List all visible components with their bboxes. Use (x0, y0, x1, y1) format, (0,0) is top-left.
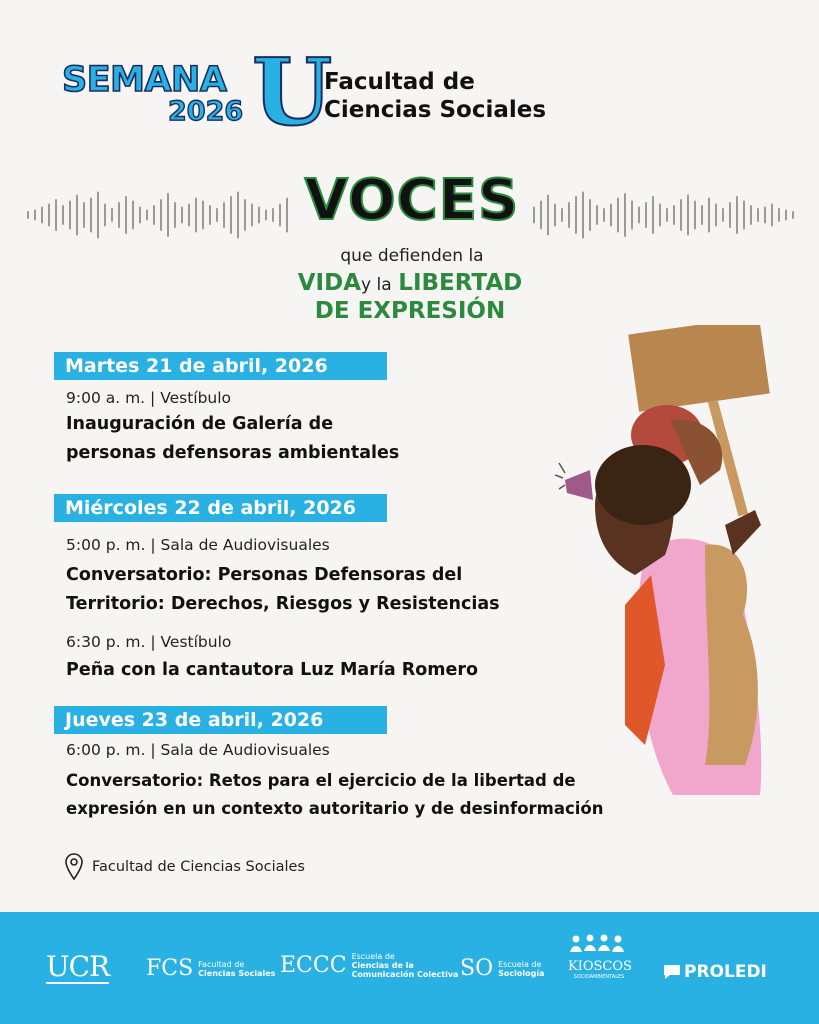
kioscos-sub-text: SOCIOAMBIENTALES (573, 974, 625, 980)
title-voces: VOCES (304, 168, 520, 233)
day-header-thursday: Jueves 23 de abril, 2026 (54, 706, 387, 734)
event-title (66, 561, 500, 619)
title-de-expresion: DE EXPRESIÓN (314, 298, 506, 324)
faculty-line-1: Facultad de (324, 69, 475, 95)
eccc-logo (280, 952, 458, 979)
day-header-wednesday: Miércoles 22 de abril, 2026 (54, 494, 387, 522)
semana-logo-text: SEMANA (62, 60, 227, 100)
so-sub-line: Escuela de (498, 959, 542, 969)
event-header (62, 38, 582, 146)
faculty-name (324, 68, 546, 124)
event-title-line: personas defensoras ambientales (66, 443, 400, 463)
event-time: 9:00 a. m. | Vestíbulo (66, 389, 232, 407)
event-time: 6:00 p. m. | Sala de Audiovisuales (66, 741, 330, 759)
ucr-logo: UCR (46, 950, 110, 983)
fcs-logo (146, 956, 275, 981)
so-abbr: SO (460, 956, 494, 981)
so-sub (498, 960, 544, 978)
event-title-line: Peña con la cantautora Luz María Romero (66, 660, 478, 680)
kioscos-logo (568, 934, 630, 980)
eccc-abbr: ECCC (280, 953, 347, 978)
event-title-line: Inauguración de Galería de (66, 414, 334, 434)
event-title (66, 767, 604, 823)
kioscos-people-icon (568, 934, 630, 956)
fcs-abbr: FCS (146, 956, 194, 981)
semana-u-letter: U (252, 38, 333, 146)
so-sub-line: Sociología (498, 968, 545, 978)
protest-people-illustration (555, 325, 795, 810)
eccc-sub (352, 952, 459, 979)
footer-logos (0, 912, 819, 1024)
eccc-sub-line: Comunicación Colectiva (351, 970, 459, 979)
event-time: 6:30 p. m. | Vestíbulo (66, 633, 232, 651)
eccc-sub-line: Ciencias de la (351, 961, 414, 970)
title-vida-line (240, 270, 580, 296)
day-header-tuesday: Martes 21 de abril, 2026 (54, 352, 387, 380)
event-title (66, 410, 399, 468)
fcs-sub (198, 960, 275, 978)
semana-year: 2026 (168, 96, 244, 127)
title-y-la: y la (361, 275, 392, 295)
event-title (66, 656, 478, 685)
soundwave-left-icon (24, 190, 292, 240)
speech-bubble-icon (662, 963, 684, 981)
eccc-sub-line: Escuela de (351, 952, 395, 961)
soundwave-right-icon (530, 190, 798, 240)
location-text: Facultad de Ciencias Sociales (92, 859, 305, 875)
fcs-sub-line: Ciencias Sociales (198, 968, 276, 978)
proledi-logo (662, 962, 767, 982)
title-subtitle: que defienden la (340, 246, 484, 266)
title-vida: VIDA (297, 270, 361, 296)
kioscos-text: KIOSCOS (568, 959, 632, 974)
fcs-sub-line: Facultad de (198, 959, 245, 969)
event-title-line: expresión en un contexto autoritario y de desinformación (66, 799, 604, 818)
location-pin-icon (64, 852, 84, 882)
event-title-line: Territorio: Derechos, Riesgos y Resistencias (66, 594, 500, 614)
sociologia-logo (460, 956, 544, 981)
title-libertad: LIBERTAD (398, 270, 523, 296)
event-title-line: Conversatorio: Personas Defensoras del (66, 565, 463, 585)
faculty-line-2: Ciencias Sociales (324, 97, 547, 123)
proledi-text: PROLEDI (684, 962, 767, 982)
event-time: 5:00 p. m. | Sala de Audiovisuales (66, 536, 330, 554)
event-title-line: Conversatorio: Retos para el ejercicio de la libertad de (66, 771, 576, 790)
